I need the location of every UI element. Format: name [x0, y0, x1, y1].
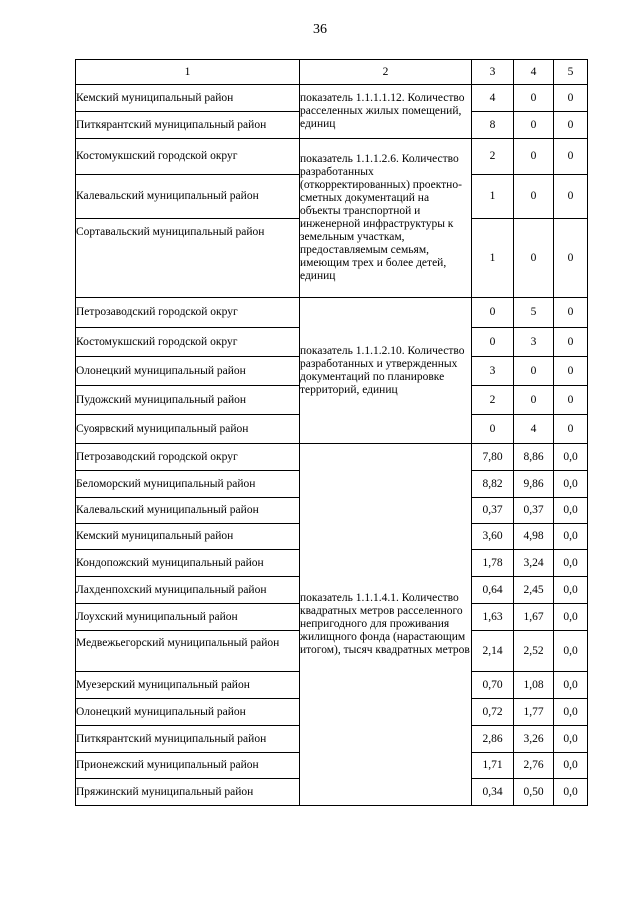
value-cell: 0,0	[554, 753, 588, 779]
district-cell: Лоухский муниципальный район	[76, 604, 300, 631]
district-cell: Муезерский муниципальный район	[76, 672, 300, 699]
value-cell: 4	[472, 85, 514, 112]
value-cell: 0	[514, 357, 554, 386]
value-cell: 0	[554, 298, 588, 328]
district-cell: Кемский муниципальный район	[76, 524, 300, 550]
value-cell: 8,86	[514, 444, 554, 471]
value-cell: 1,77	[514, 699, 554, 726]
district-cell: Костомукшский городской округ	[76, 328, 300, 357]
value-cell: 0	[554, 357, 588, 386]
value-cell: 3	[514, 328, 554, 357]
table-row	[76, 85, 588, 112]
value-cell: 2,86	[472, 726, 514, 753]
district-cell: Кемский муниципальный район	[76, 85, 300, 112]
value-cell: 0	[472, 298, 514, 328]
page-number: 36	[313, 22, 327, 37]
value-cell: 0,37	[514, 498, 554, 524]
value-cell: 0,64	[472, 577, 514, 604]
value-cell: 0	[554, 112, 588, 139]
district-cell: Питкярантский муниципальный район	[76, 112, 300, 139]
district-cell: Кондопожский муниципальный район	[76, 550, 300, 577]
value-cell: 0	[514, 175, 554, 219]
indicator-cell: показатель 1.1.1.2.10. Количество разработанных и утвержденных документаций по планировке территорий, единиц	[300, 298, 472, 444]
value-cell: 0	[554, 139, 588, 175]
indicators-table	[75, 59, 588, 806]
value-cell: 0	[514, 85, 554, 112]
value-cell: 0,72	[472, 699, 514, 726]
value-cell: 2,45	[514, 577, 554, 604]
value-cell: 0,0	[554, 631, 588, 672]
column-header: 2	[300, 60, 472, 85]
value-cell: 0,0	[554, 604, 588, 631]
column-header: 5	[554, 60, 588, 85]
value-cell: 0,0	[554, 699, 588, 726]
value-cell: 3,24	[514, 550, 554, 577]
value-cell: 3	[472, 357, 514, 386]
column-header: 1	[76, 60, 300, 85]
value-cell: 2	[472, 139, 514, 175]
value-cell: 0	[554, 415, 588, 444]
indicator-cell: показатель 1.1.1.1.12. Количество расселенных жилых помещений, единиц	[300, 85, 472, 139]
district-cell: Беломорский муниципальный район	[76, 471, 300, 498]
district-cell: Костомукшский городской округ	[76, 139, 300, 175]
district-cell: Калевальский муниципальный район	[76, 175, 300, 219]
value-cell: 1	[472, 219, 514, 298]
value-cell: 0,0	[554, 471, 588, 498]
value-cell: 8,82	[472, 471, 514, 498]
district-cell: Олонецкий муниципальный район	[76, 357, 300, 386]
district-cell: Пудожский муниципальный район	[76, 386, 300, 415]
district-cell: Калевальский муниципальный район	[76, 498, 300, 524]
value-cell: 1,63	[472, 604, 514, 631]
value-cell: 7,80	[472, 444, 514, 471]
value-cell: 8	[472, 112, 514, 139]
value-cell: 0,34	[472, 779, 514, 806]
value-cell: 0,50	[514, 779, 554, 806]
value-cell: 0,0	[554, 672, 588, 699]
value-cell: 1,67	[514, 604, 554, 631]
value-cell: 4	[514, 415, 554, 444]
value-cell: 0	[554, 219, 588, 298]
header-row	[76, 60, 588, 85]
value-cell: 0	[514, 386, 554, 415]
value-cell: 2	[472, 386, 514, 415]
district-cell: Олонецкий муниципальный район	[76, 699, 300, 726]
value-cell: 2,14	[472, 631, 514, 672]
value-cell: 2,52	[514, 631, 554, 672]
value-cell: 0	[472, 415, 514, 444]
district-cell: Медвежьегорский муниципальный район	[76, 631, 300, 672]
district-cell: Лахденпохский муниципальный район	[76, 577, 300, 604]
value-cell: 0	[554, 85, 588, 112]
value-cell: 0	[554, 175, 588, 219]
indicator-cell: показатель 1.1.1.4.1. Количество квадратных метров расселенного непригодного для проживания жилищного фонда (нарастающим итогом), тысяч квадратных метров	[300, 444, 472, 806]
value-cell: 3,60	[472, 524, 514, 550]
table-row	[76, 298, 588, 328]
value-cell: 0,0	[554, 550, 588, 577]
district-cell: Петрозаводский городской округ	[76, 444, 300, 471]
value-cell: 0,0	[554, 524, 588, 550]
value-cell: 0,0	[554, 444, 588, 471]
value-cell: 0,0	[554, 498, 588, 524]
value-cell: 0,70	[472, 672, 514, 699]
value-cell: 3,26	[514, 726, 554, 753]
district-cell: Питкярантский муниципальный район	[76, 726, 300, 753]
value-cell: 0	[514, 139, 554, 175]
value-cell: 0,0	[554, 779, 588, 806]
value-cell: 0,0	[554, 726, 588, 753]
value-cell: 4,98	[514, 524, 554, 550]
value-cell: 1,78	[472, 550, 514, 577]
district-cell: Петрозаводский городской округ	[76, 298, 300, 328]
district-cell: Пряжинский муниципальный район	[76, 779, 300, 806]
district-cell: Суоярвский муниципальный район	[76, 415, 300, 444]
column-header: 4	[514, 60, 554, 85]
value-cell: 1,08	[514, 672, 554, 699]
value-cell: 9,86	[514, 471, 554, 498]
column-header: 3	[472, 60, 514, 85]
value-cell: 0	[554, 386, 588, 415]
value-cell: 1,71	[472, 753, 514, 779]
value-cell: 0	[472, 328, 514, 357]
value-cell: 0	[554, 328, 588, 357]
table-row	[76, 444, 588, 471]
table-row	[76, 139, 588, 175]
indicator-cell: показатель 1.1.1.2.6. Количество разработанных (откорректированных) проектно-сметных документаций на объекты транспортной и инженерной инфраструктуры к земельным участкам, предоставляемым семьям, имеющим трех и более детей, единиц	[300, 139, 472, 298]
value-cell: 1	[472, 175, 514, 219]
value-cell: 0	[514, 219, 554, 298]
district-cell: Сортавальский муниципальный район	[76, 219, 300, 298]
value-cell: 2,76	[514, 753, 554, 779]
value-cell: 0,0	[554, 577, 588, 604]
value-cell: 0	[514, 112, 554, 139]
value-cell: 5	[514, 298, 554, 328]
district-cell: Прионежский муниципальный район	[76, 753, 300, 779]
value-cell: 0,37	[472, 498, 514, 524]
